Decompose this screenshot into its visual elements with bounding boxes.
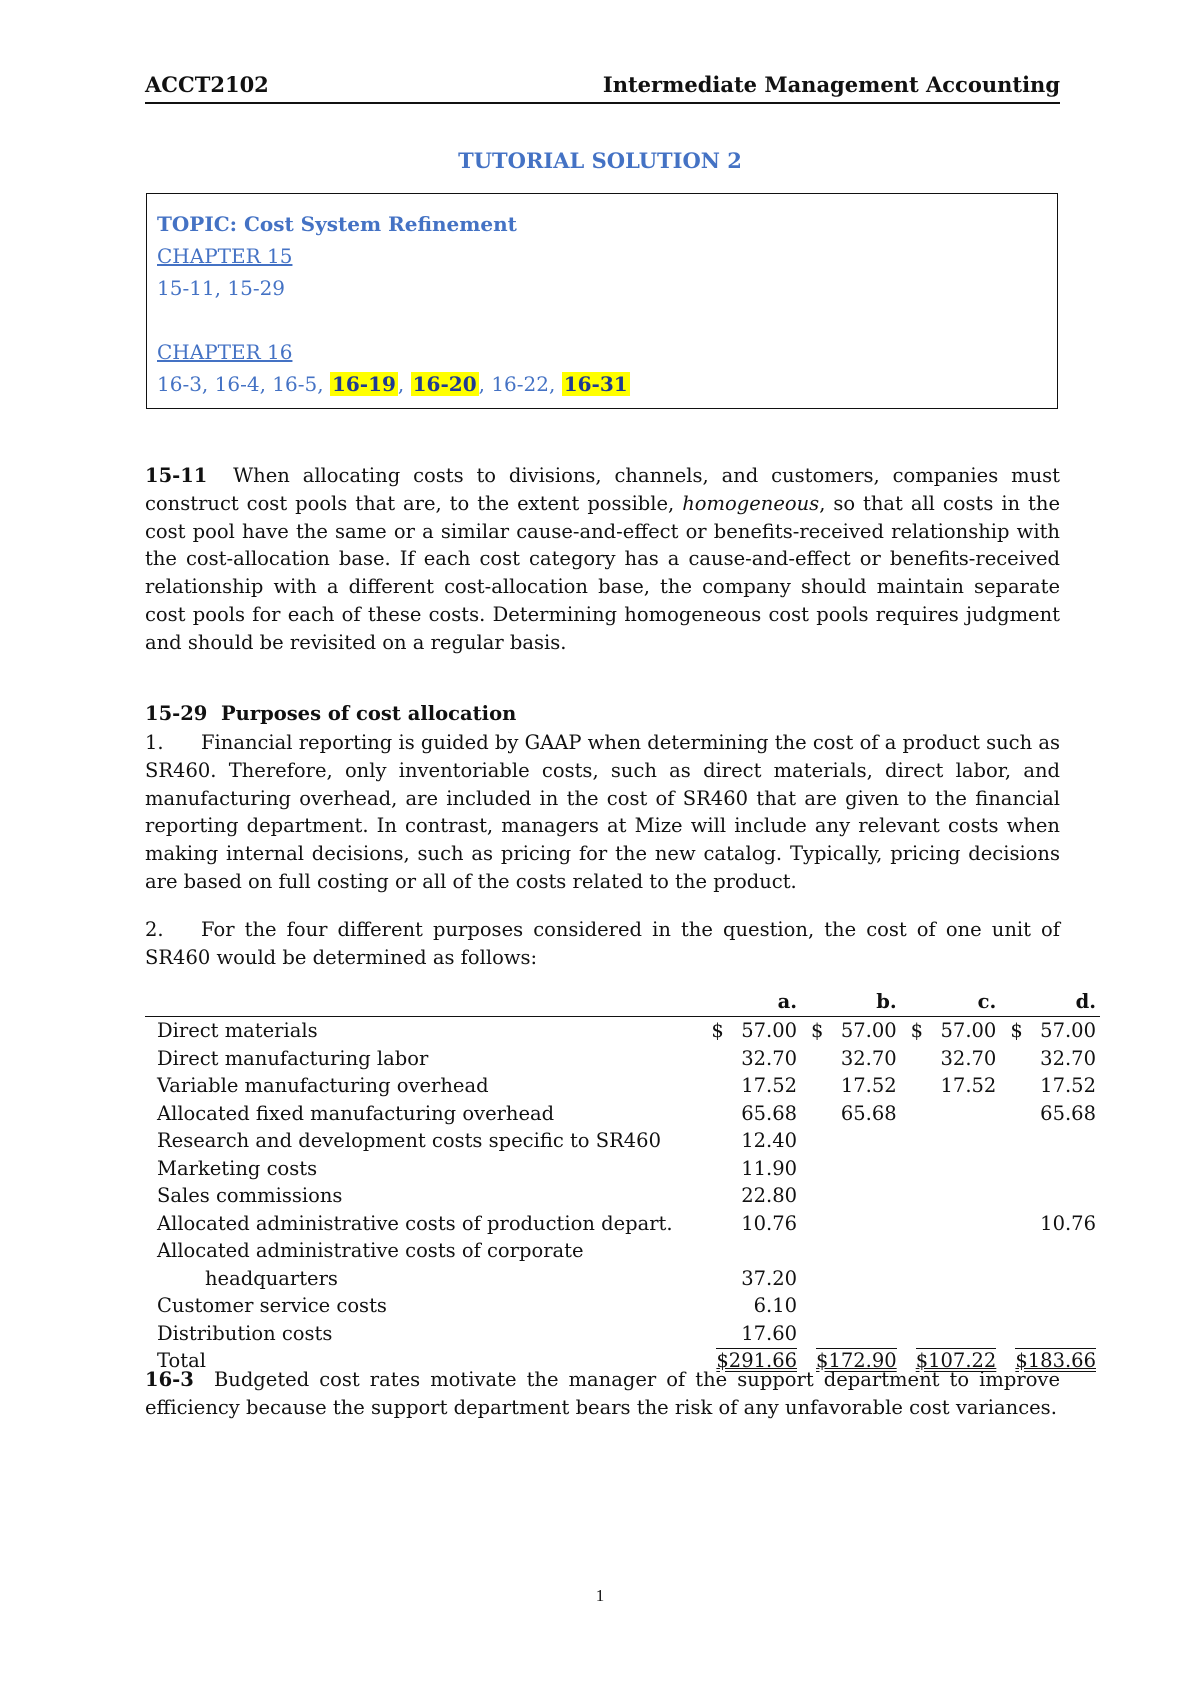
cell-b — [801, 1210, 901, 1238]
cell-d — [1000, 1265, 1100, 1293]
separator: , — [397, 372, 411, 396]
total-c: $107.22 — [915, 1349, 997, 1372]
total-d: $183.66 — [1015, 1349, 1096, 1372]
row-label: Variable manufacturing overhead — [157, 1074, 489, 1097]
answer-15-29-part-2 — [145, 916, 1060, 972]
answer-text: Budgeted cost rates motivate the manager of the support department to improve efficiency because the support department bears the risk of any unfavorable cost variances. — [145, 1368, 1060, 1419]
question-title: Purposes of cost allocation — [220, 702, 517, 725]
cell-c — [901, 1265, 1001, 1293]
cell-d — [1000, 1017, 1100, 1045]
row-label: Allocated administrative costs of production depart. — [157, 1211, 673, 1235]
cell-c — [901, 1320, 1001, 1348]
question-number: 15-29 — [145, 702, 208, 725]
cell-c — [901, 1017, 1001, 1045]
cell-c — [901, 1100, 1001, 1128]
row-label: Allocated fixed manufacturing overhead — [157, 1101, 555, 1125]
cell-b: 32.70 — [840, 1046, 897, 1070]
cell-c — [901, 1155, 1001, 1183]
cell-b — [801, 1182, 901, 1210]
total-label: Total — [157, 1349, 206, 1372]
row-label: headquarters — [205, 1266, 338, 1290]
table-body — [145, 1017, 1100, 1348]
table-row — [145, 1210, 1100, 1238]
answer-text: For the four different purposes considered in the question, the cost of one unit of SR460 would be determined as follows: — [145, 918, 1060, 969]
table-row — [145, 1265, 1100, 1293]
part-number: 2. — [145, 918, 164, 941]
highlighted-question: 16-19 — [331, 372, 396, 396]
cell-a: 32.70 — [741, 1046, 798, 1070]
row-label: Sales commissions — [157, 1184, 343, 1207]
document-title: TUTORIAL SOLUTION 2 — [458, 148, 742, 173]
cell-b — [801, 1155, 901, 1183]
cell-b: 65.68 — [840, 1101, 897, 1125]
cell-a — [701, 1237, 801, 1265]
cell-b — [801, 1265, 901, 1293]
answer-16-3 — [145, 1366, 1060, 1422]
table-row — [145, 1072, 1100, 1100]
course-title: Intermediate Management Accounting — [602, 72, 1060, 97]
table-row — [145, 1237, 1100, 1265]
table-row — [145, 1100, 1100, 1128]
chapter-16-questions — [157, 368, 1047, 400]
chapter-16-heading: CHAPTER 16 — [157, 340, 293, 364]
cell-a: 17.52 — [741, 1074, 798, 1097]
table-header-row — [145, 988, 1100, 1017]
table-row — [145, 1292, 1100, 1320]
cell-a — [701, 1017, 801, 1045]
row-label: Direct materials — [157, 1019, 318, 1042]
cell-d: 10.76 — [1040, 1211, 1096, 1235]
cell-a: 11.90 — [741, 1156, 798, 1180]
cell-c — [901, 1292, 1001, 1320]
table-row — [145, 1127, 1100, 1155]
dollar-sign: $ — [711, 1019, 724, 1042]
cell-b — [801, 1127, 901, 1155]
chapter-15-heading: CHAPTER 15 — [157, 244, 293, 268]
cell-value: 57.00 — [840, 1019, 897, 1042]
cell-d — [1000, 1292, 1100, 1320]
topic-label: TOPIC: Cost System Refinement — [157, 212, 517, 236]
cell-a: 10.76 — [741, 1211, 798, 1235]
highlighted-question: 16-20 — [412, 372, 477, 396]
cell-value: 57.00 — [1040, 1019, 1096, 1042]
chapter-15-questions: 15-11, 15-29 — [157, 276, 286, 300]
cell-c — [901, 1127, 1001, 1155]
page-header — [145, 68, 1060, 104]
total-a: $291.66 — [716, 1349, 798, 1372]
cell-d: 17.52 — [1040, 1074, 1096, 1097]
table-row — [145, 1155, 1100, 1183]
cell-value: 57.00 — [940, 1019, 997, 1042]
chapter-16-questions-plain: 16-3, 16-4, 16-5, — [157, 372, 330, 396]
table-row — [145, 1045, 1100, 1073]
cell-value: 57.00 — [741, 1019, 798, 1042]
cell-d — [1000, 1237, 1100, 1265]
cell-a: 22.80 — [741, 1184, 798, 1207]
cell-a: 37.20 — [741, 1266, 798, 1290]
table-row — [145, 1017, 1100, 1045]
cell-d — [1000, 1155, 1100, 1183]
answer-15-29-part-1 — [145, 729, 1060, 896]
table-row — [145, 1320, 1100, 1348]
cell-a: 6.10 — [753, 1294, 798, 1317]
cell-d — [1000, 1320, 1100, 1348]
column-header-d: d. — [1000, 988, 1100, 1017]
answer-15-11 — [145, 462, 1060, 657]
question-number: 15-11 — [145, 464, 208, 487]
part-number: 1. — [145, 731, 164, 754]
table-row — [145, 1182, 1100, 1210]
row-label: Customer service costs — [157, 1294, 387, 1317]
cell-a: 17.60 — [741, 1321, 798, 1345]
question-number: 16-3 — [145, 1368, 194, 1391]
row-label: Direct manufacturing labor — [157, 1046, 429, 1070]
cell-c: 17.52 — [940, 1074, 997, 1097]
cell-d: 32.70 — [1040, 1046, 1096, 1070]
row-label: Distribution costs — [157, 1321, 333, 1345]
cell-c: 32.70 — [940, 1046, 997, 1070]
cell-a: 65.68 — [741, 1101, 798, 1125]
chapter-16-questions-plain: , 16-22, — [478, 372, 562, 396]
cell-c — [901, 1182, 1001, 1210]
answer-text: , so that all costs in the cost pool have the same or a similar cause-and-effect or benefits-received relationship with the cost-allocation base. If each cost category has a cause-and-effect or benefits-received relationship with a different cost-allocation base, the company should maintain separate cost pools for each of these costs. Determining homogeneous cost pools requires judgment and should be revisited on a regular basis. — [145, 491, 1060, 654]
row-label: Research and development costs specific to SR460 — [157, 1129, 661, 1152]
column-header-a: a. — [701, 988, 801, 1017]
cell-d — [1000, 1127, 1100, 1155]
total-b: $172.90 — [816, 1349, 897, 1372]
topic-box — [146, 193, 1058, 409]
column-header-c: c. — [901, 988, 1001, 1017]
emphasis: homogeneous — [682, 491, 820, 515]
column-header-blank — [145, 988, 701, 1017]
highlighted-question: 16-31 — [563, 372, 628, 396]
cell-d — [1000, 1182, 1100, 1210]
question-15-29-heading — [145, 702, 516, 725]
cell-c — [901, 1210, 1001, 1238]
spacer — [157, 304, 1047, 336]
cell-d: 65.68 — [1040, 1101, 1096, 1125]
column-header-b: b. — [801, 988, 901, 1017]
cell-a: 12.40 — [741, 1129, 798, 1152]
answer-text: When allocating costs to divisions, channels, and customers, companies must construct cost pools that are, to the extent possible, — [145, 464, 1060, 515]
cell-c — [901, 1237, 1001, 1265]
cost-table — [145, 988, 1100, 1375]
row-label: Allocated administrative costs of corporate — [157, 1239, 584, 1262]
answer-text: Financial reporting is guided by GAAP when determining the cost of a product such as SR460. Therefore, only inventoriable costs, such as direct materials, direct labor, and manufacturing overhead, are included in the cost of SR460 that are given to the financial reporting department. In contrast, managers at Mize will include any relevant costs when making internal decisions, such as pricing for the new catalog. Typically, pricing decisions are based on full costing or all of the costs related to the product. — [145, 731, 1060, 893]
cell-b — [801, 1320, 901, 1348]
cell-b: 17.52 — [840, 1074, 897, 1097]
dollar-sign: $ — [910, 1019, 924, 1042]
page-number: 1 — [595, 1586, 605, 1605]
cell-b — [801, 1237, 901, 1265]
cell-b — [801, 1017, 901, 1045]
row-label: Marketing costs — [157, 1156, 318, 1180]
dollar-sign: $ — [1010, 1019, 1023, 1042]
course-code: ACCT2102 — [145, 72, 269, 97]
cell-b — [801, 1292, 901, 1320]
dollar-sign: $ — [811, 1019, 824, 1042]
